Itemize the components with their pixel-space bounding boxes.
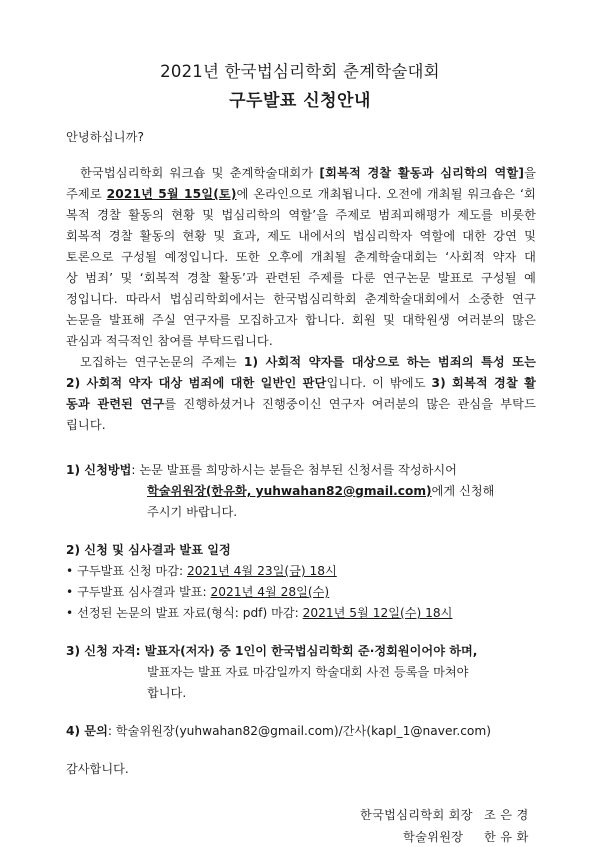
bullet-icon: • [66, 585, 74, 599]
topic-3-cont: 동과 관련된 연구 [66, 397, 165, 411]
topics-text: 입니다. 이 밖에도 [326, 376, 432, 390]
intro-line: 상 범죄’ 및 ‘회복적 경찰 활동’과 관련된 주제를 다룬 연구논문 발표로 구성될 예 [66, 271, 536, 285]
intro-line: 복적 경찰 활동의 현황 및 법심리학의 역할’을 주제로 범죄피해평가 제도를 비롯한 [66, 208, 536, 222]
page-subtitle: 구두발표 신청안내 [229, 91, 371, 111]
schedule-item [66, 583, 329, 600]
topic-2: 2) 사회적 약자 대상 범죄에 대한 일반인 판단 [66, 376, 327, 390]
topic-1: 1) 사회적 약자를 대상으로 하는 범죄의 특성 또는 [243, 355, 536, 369]
schedule-heading [66, 541, 231, 558]
method-label: 1) 신청방법 [66, 463, 132, 477]
signature-title: 학술위원장 [403, 830, 464, 844]
intro-line: 회복적 경찰 활동의 현황 및 효과, 제도 내에서의 법심리학자 역할에 대한 강연 및 [66, 229, 536, 243]
signature-title: 한국법심리학회 회장 [360, 808, 473, 822]
schedule-label: 구두발표 신청 마감: [77, 564, 187, 578]
schedule-heading-text: 2) 신청 및 심사결과 발표 일정 [66, 543, 231, 557]
topics-line [66, 374, 536, 391]
schedule-date: 2021년 4월 28일(수) [210, 585, 330, 599]
topic-3: 3) 회복적 경찰 활 [431, 376, 536, 390]
eligibility-text: 3) 신청 자격: 발표자(저자) 중 1인이 한국법심리학회 준·정회원이어야 하며, [66, 644, 478, 658]
contact-label: 4) 문의 [66, 724, 108, 738]
topics-text: 모집하는 연구논문의 주제는 [80, 355, 244, 369]
schedule-label: 구두발표 심사결과 발표: [77, 585, 211, 599]
eligibility-text: 합니다. [147, 686, 187, 700]
page-title: 2021년 한국법심리학회 춘계학술대회 [160, 62, 440, 81]
topics-text: 를 진행하셨거나 진행중이신 연구자 여러분의 많은 관심을 부탁드 [164, 397, 536, 411]
method-text: 에게 신청해 [431, 484, 495, 498]
topics-line [80, 353, 536, 370]
greeting: 안녕하십니까? [66, 130, 145, 144]
eligibility-text: 발표자는 발표 자료 마감일까지 학술대회 사전 등록을 마쳐야 [147, 665, 469, 679]
method-email-link[interactable]: 학술위원장(한유화, yuhwahan82@gmail.com) [147, 484, 432, 498]
signature-name: 한 유 화 [484, 830, 529, 844]
schedule-date: 2021년 4월 23일(금) 18시 [187, 564, 337, 578]
schedule-date: 2021년 5월 12일(수) 18시 [302, 606, 453, 620]
schedule-item [66, 604, 452, 621]
intro-line [80, 164, 536, 181]
topics-line [66, 395, 536, 412]
intro-text: 에 온라인으로 개최됩니다. 오전에 개최될 워크숍은 ‘회 [236, 187, 536, 201]
eligibility-section [66, 642, 477, 659]
signature-name: 조 은 경 [484, 808, 529, 822]
schedule-label: 선정된 논문의 발표 자료(형식: pdf) 마감: [77, 606, 303, 620]
bullet-icon: • [66, 606, 74, 620]
method-text: 주시기 바랍니다. [147, 505, 238, 519]
intro-line: 논문을 발표해 주실 연구자를 모집하고자 합니다. 회원 및 대학원생 여러분의 많은 [66, 313, 536, 327]
bullet-icon: • [66, 564, 74, 578]
intro-line: 관심과 적극적인 참여를 부탁드립니다. [66, 334, 273, 348]
intro-line: 정입니다. 따라서 법심리학회에서는 한국법심리학회 춘계학술대회에서 소중한 연구 [66, 292, 536, 306]
closing-text: 감사합니다. [66, 762, 129, 776]
intro-emphasis-theme: [회복적 경찰 활동과 심리학의 역할] [319, 166, 525, 180]
method-text: : 논문 발표를 희망하시는 분들은 첨부된 신청서를 작성하시어 [131, 463, 457, 477]
contact-section [66, 722, 491, 739]
method-section [66, 461, 457, 478]
intro-event-date: 2021년 5월 15일(토) [106, 187, 237, 201]
method-contact [147, 482, 494, 499]
intro-line [66, 185, 536, 202]
schedule-item [66, 562, 337, 579]
intro-text: 을 [524, 166, 536, 180]
intro-line: 토론으로 구성될 예정입니다. 또한 오후에 개최될 춘계학술대회는 ‘사회적 약자 대 [66, 250, 536, 264]
topics-line: 립니다. [66, 418, 106, 432]
intro-text: 주제로 [66, 187, 107, 201]
intro-text: 한국법심리학회 워크숍 및 춘계학술대회가 [80, 166, 320, 180]
contact-text: : 학술위원장(yuhwahan82@gmail.com)/간사(kapl_1@naver.com) [107, 724, 491, 738]
